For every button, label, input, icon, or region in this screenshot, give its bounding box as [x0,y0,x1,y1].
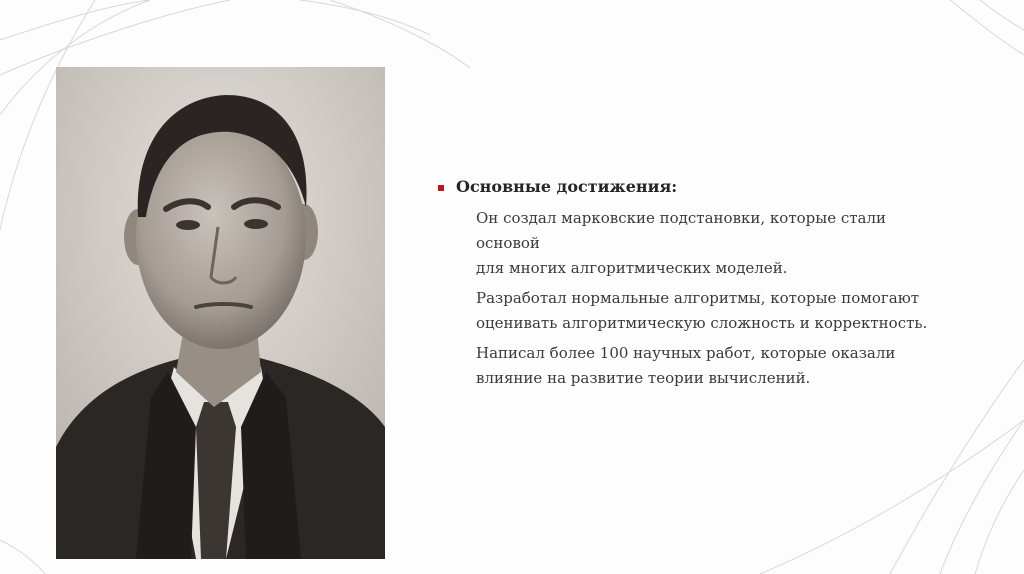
list-item-line: для многих алгоритмических моделей. [476,259,788,277]
achievement-list [438,206,938,391]
list-item-line: Разработал нормальные алгоритмы, которые помогают [476,289,920,307]
list-item-line: влияние на развитие теории вычислений. [476,369,811,387]
text-content [438,174,938,396]
list-item [476,206,938,281]
section-heading: Основные достижения: [456,177,678,196]
heading-row [438,174,938,200]
list-item [476,286,938,336]
list-item-line: оценивать алгоритмическую сложность и корректность. [476,314,928,332]
bullet-square-icon [438,185,444,191]
list-item [476,341,938,391]
portrait-photo [56,67,385,559]
list-item-line: Он создал марковские подстановки, которые стали основой [476,209,887,252]
list-item-line: Написал более 100 научных работ, которые оказали [476,344,896,362]
